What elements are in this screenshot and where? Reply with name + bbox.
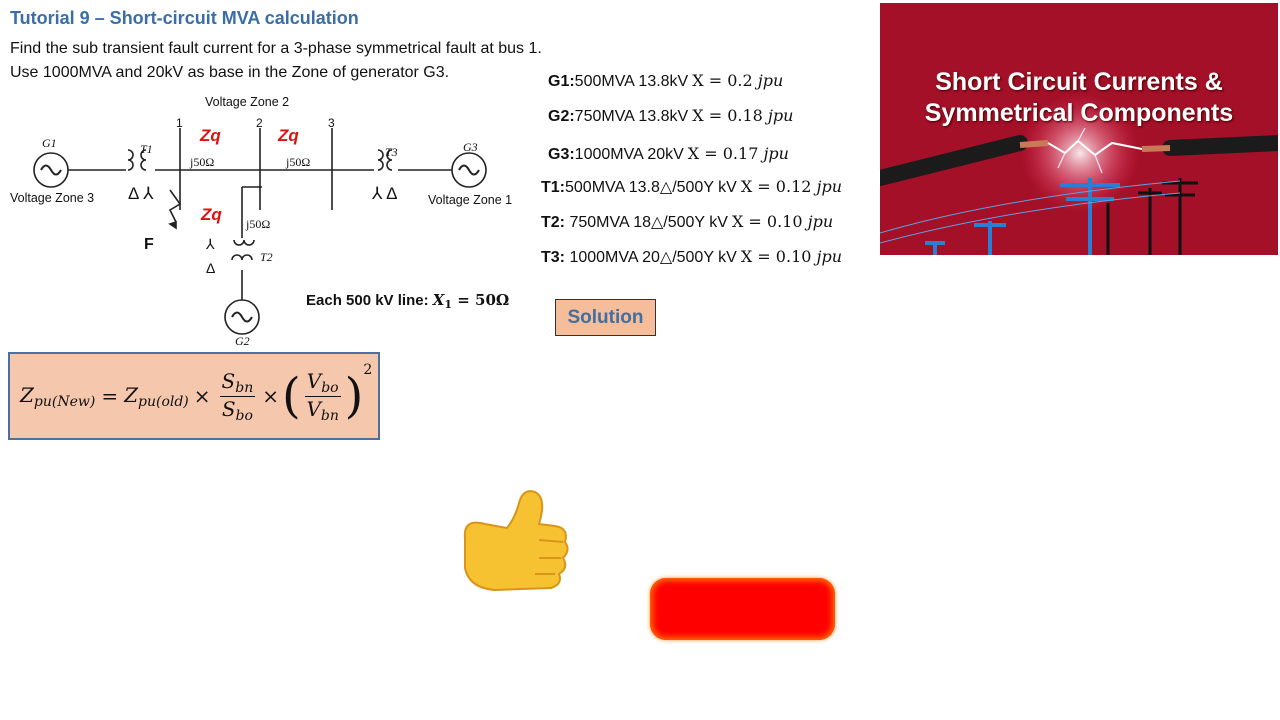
zone-mark-3: Zq xyxy=(201,205,222,224)
t2-winding-bottom: Δ xyxy=(206,260,216,276)
v-ratio: $\frac{V_{bo}}{V_{bn}}$ xyxy=(306,368,339,424)
banner-art xyxy=(880,3,1278,255)
zone-1-label: Voltage Zone 1 xyxy=(428,193,513,207)
spec-t2: T2: 750MVA 18△/500Y kV X = 0.10 jpu xyxy=(541,212,834,231)
spec-t3: T3: 1000MVA 20△/500Y kV X = 0.10 jpu xyxy=(541,247,843,266)
g1-symbol xyxy=(34,153,68,187)
g2-symbol xyxy=(225,300,259,334)
zone-3-label: Voltage Zone 3 xyxy=(10,191,95,205)
t3-label: T3 xyxy=(385,145,398,159)
equals-sign: = xyxy=(101,384,119,408)
solution-button[interactable]: Solution xyxy=(555,299,656,336)
single-line-diagram xyxy=(0,90,540,350)
spec-g2: G2:750MVA 13.8kV X = 0.18 jpu xyxy=(548,106,794,125)
formula-rhs: $Z_{pu(old)}$ xyxy=(124,382,189,410)
line-12-impedance: j50Ω xyxy=(190,155,215,169)
problem-line-1: Find the sub transient fault current for a 3-phase symmetrical fault at bus 1. xyxy=(10,40,542,57)
bus-1-label: 1 xyxy=(176,116,183,130)
t2-winding-top: ⅄ xyxy=(206,236,215,252)
spec-g1: G1:500MVA 13.8kV X = 0.2 jpu xyxy=(548,71,784,90)
line-2g-impedance: j50Ω xyxy=(246,217,271,231)
bus-3-label: 3 xyxy=(328,116,335,130)
s-ratio: $\frac{S_{bn}}{S_{bo}}$ xyxy=(221,368,254,424)
g3-symbol xyxy=(452,153,486,187)
paren-open: ( xyxy=(282,368,301,424)
t1-label: T1 xyxy=(140,142,153,156)
g3-label: G3 xyxy=(463,140,478,154)
formula-box xyxy=(8,352,380,440)
banner-title: Short Circuit Currents & Symmetrical Components xyxy=(924,68,1234,127)
line-spec: Each 500 kV line: $X_1 = 50\Omega$ xyxy=(306,291,510,311)
spec-g3: G3:1000MVA 20kV X = 0.17 jpu xyxy=(548,144,789,163)
zone-mark-2: Zq xyxy=(278,126,299,145)
page-title: Tutorial 9 – Short-circuit MVA calculation xyxy=(10,8,359,28)
t1-winding-symbol: Δ ⅄ xyxy=(128,184,154,203)
zone-2-label: Voltage Zone 2 xyxy=(205,95,290,109)
bus-2-label: 2 xyxy=(256,116,263,130)
banner-image xyxy=(880,3,1278,255)
zone-mark-1: Zq xyxy=(200,126,221,145)
times-sign: × xyxy=(193,384,211,408)
spec-t1: T1:500MVA 13.8△/500Y kV X = 0.12 jpu xyxy=(541,177,843,196)
t3-winding-symbol: ⅄ Δ xyxy=(372,184,398,203)
problem-line-2: Use 1000MVA and 20kV as base in the Zone of generator G3. xyxy=(10,64,450,81)
fault-label: F xyxy=(144,236,154,253)
formula-lhs: $Z_{pu(New)}$ xyxy=(20,382,96,410)
paren-close: ) xyxy=(344,368,364,424)
g1-label: G1 xyxy=(42,136,57,150)
thumbs-up-icon xyxy=(455,488,575,598)
t2-label: T2 xyxy=(260,250,273,264)
red-action-button[interactable] xyxy=(650,578,835,640)
times-sign-2: × xyxy=(262,384,279,408)
line-23-impedance: j50Ω xyxy=(286,155,311,169)
exponent: 2 xyxy=(363,362,373,378)
g2-label: G2 xyxy=(235,334,250,348)
